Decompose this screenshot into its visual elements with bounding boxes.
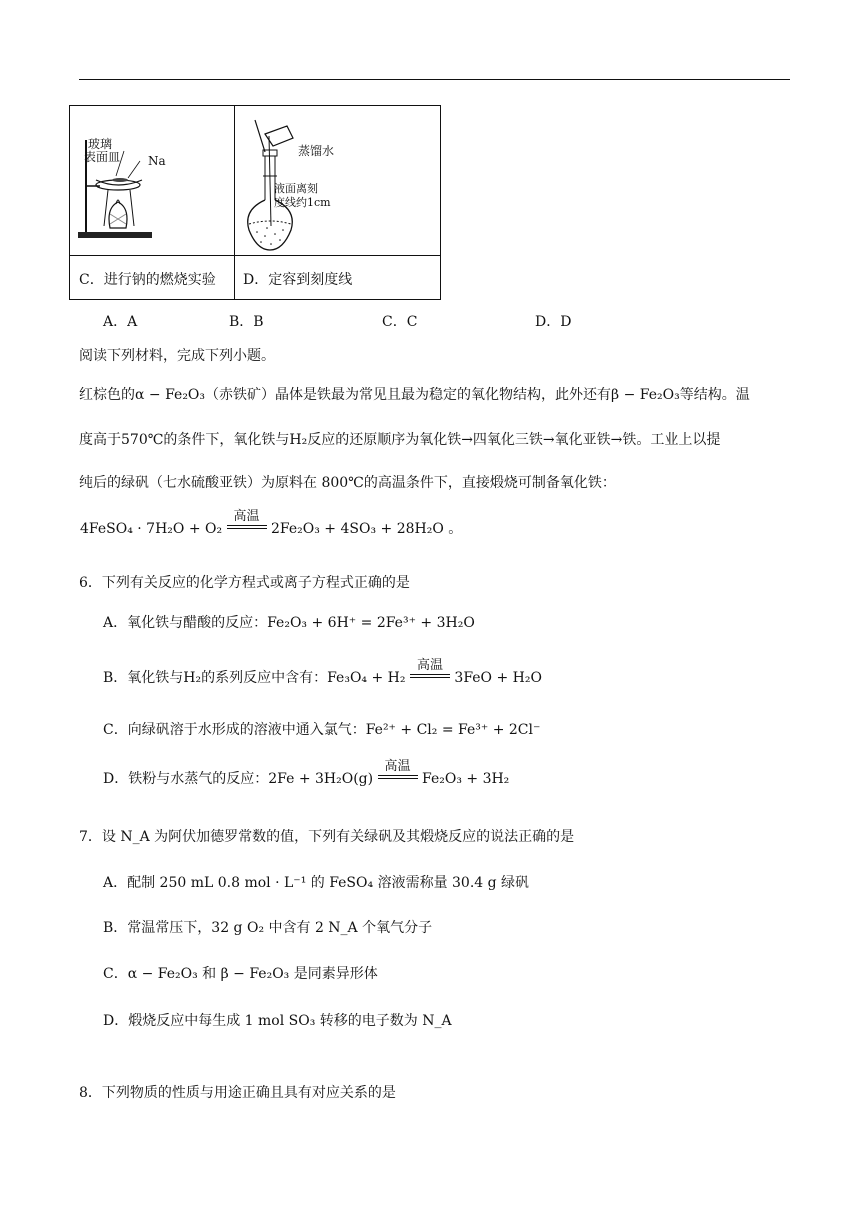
q5-option-a[interactable]: A．A [103,314,138,330]
reading-intro: 阅读下列材料，完成下列小题。 [79,348,275,364]
q6-option-a[interactable]: A．氧化铁与醋酸的反应：Fe₂O₃ + 6H⁺ = 2Fe³⁺ + 3H₂O [103,615,475,631]
table-divider-horizontal [70,255,440,256]
q6-d-condition [378,759,418,787]
q6-d-left: D．铁粉与水蒸气的反应：2Fe + 3H₂O(g) [103,771,374,787]
q7-option-a[interactable]: A．配制 250 mL 0.8 mol · L⁻¹ 的 FeSO₄ 溶液需称量 30.4 g 绿矾 [103,875,530,891]
reading-para-line-3: 纯后的绿矾（七水硫酸亚铁）为原料在 800℃的高温条件下，直接煅烧可制备氧化铁： [79,475,616,491]
label-distilled-water: 蒸馏水 [298,144,335,158]
q5-option-c[interactable]: C．C [382,314,418,330]
q7-option-c[interactable]: C．α − Fe₂O₃ 和 β − Fe₂O₃ 是同素异形体 [103,966,378,982]
equation-right: 2Fe₂O₃ + 4SO₃ + 28H₂O 。 [271,521,463,537]
reaction-equation [80,509,463,538]
equation-condition-label: 高温 [233,509,260,524]
label-scale-distance: 度线约1cm [274,196,331,209]
q6-option-b[interactable] [103,658,542,687]
q8-stem: 8．下列物质的性质与用途正确且具有对应关系的是 [79,1085,396,1101]
reading-para-line-1 [79,384,750,404]
label-watch-glass: 表面皿 [84,150,121,164]
caption-c: C．进行钠的燃烧实验 [79,272,216,288]
q7-stem: 7．设 N_A 为阿伏加德罗常数的值，下列有关绿矾及其煅烧反应的说法正确的是 [79,829,575,845]
q6-b-right: 3FeO + H₂O [454,670,542,686]
volumetric-flask-figure [235,106,441,255]
sodium-combustion-apparatus-figure [70,106,234,255]
q6-stem: 6．下列有关反应的化学方程式或离子方程式正确的是 [79,575,410,591]
header-rule [79,79,790,80]
q6-d-right: Fe₂O₃ + 3H₂ [422,771,510,787]
q7-option-b[interactable]: B．常温常压下，32 g O₂ 中含有 2 N_A 个氧气分子 [103,920,433,936]
q6-b-left: B．氧化铁与H₂的系列反应中含有：Fe₃O₄ + H₂ [103,670,406,686]
q6-option-c[interactable]: C．向绿矾溶于水形成的溶液中通入氯气：Fe²⁺ + Cl₂ = Fe³⁺ + 2Cl⁻ [103,722,541,738]
label-liquid-level: 液面离刻 [274,182,318,195]
para-l1-part-b: α − Fe₂O₃（赤铁矿）晶体是铁最为常见且最为稳定的氧化物结构，此外还有 [135,387,612,403]
equation-left: 4FeSO₄ · 7H₂O + O₂ [80,521,223,537]
q6-b-condition [410,658,450,686]
q6-d-condition-label: 高温 [384,759,411,774]
q5-option-b[interactable]: B．B [229,314,264,330]
para-l1-part-c: β − Fe₂O₃等结构。温 [611,387,750,403]
caption-d: D．定容到刻度线 [243,272,353,288]
apparatus-table [69,105,441,300]
q6-b-condition-label: 高温 [416,658,443,673]
reading-para-line-2: 度高于570℃的条件下，氧化铁与H₂反应的还原顺序为氧化铁→四氧化三铁→氧化亚铁→铁。工业上以提 [79,432,721,448]
equation-condition [227,509,267,537]
q7-option-d[interactable]: D．煅烧反应中每生成 1 mol SO₃ 转移的电子数为 N_A [103,1013,452,1029]
q6-option-d[interactable] [103,759,510,788]
para-l1-part-a: 红棕色的 [79,387,135,403]
label-na: Na [148,154,166,168]
label-glass: 玻璃 [88,137,113,151]
q5-option-d[interactable]: D．D [535,314,572,330]
